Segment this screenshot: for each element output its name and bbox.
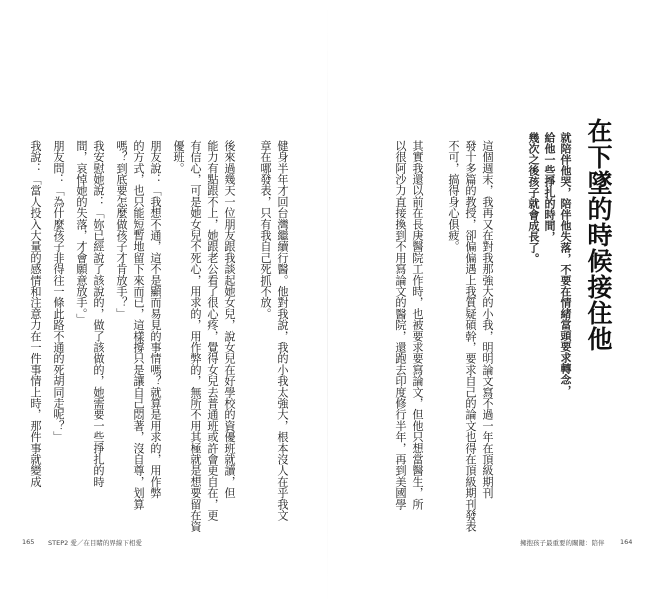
subtitle-line: 幾次之後孩子就會成長了。 bbox=[527, 132, 540, 264]
body-line: 間，哀悼她的失落，才會願意放手。」 bbox=[75, 140, 88, 325]
body-line: 嗎？到底要怎麼做孩子才肯放手？」 bbox=[115, 140, 128, 320]
right-page-number: 164 bbox=[620, 538, 633, 546]
body-line: 章在哪發表，只有我自己死抓不放。 bbox=[259, 140, 272, 320]
right-footer-text: 擁抱孩子最重要的關鍵：陪伴 bbox=[520, 539, 605, 547]
page-gutter bbox=[327, 0, 328, 609]
body-line: 這個週末，我再又在對我那強大的小我，明明論文寫不過一年在頂級期刊 bbox=[481, 140, 494, 499]
body-line: 後來過幾天一位朋友跟我談起她女兒，說女兒在好學校的資優班就讀，但 bbox=[223, 140, 236, 499]
body-line: 其實我還以前在長庚醫院工作時，也被要求要寫論文，但他只想當醫生，所 bbox=[411, 140, 424, 510]
body-line: 的方式，也只能短暫地留下來而已，這樣撐只是讓自己悶著，沒自尊，划算 bbox=[132, 140, 145, 510]
left-footer-text: STEP2 愛／在目睹的界線下相愛 bbox=[48, 539, 142, 547]
body-line: 朋友問：「為什麼孩子非得往一條此路不通的死胡同走呢？」 bbox=[52, 140, 65, 443]
body-line: 有信心，可是她女兒不死心，用求的，用作弊的，無所不用其極就是想要留在資 bbox=[189, 140, 202, 532]
subtitle-line: 就陪伴他哭，陪伴他失落，不要在情緒當頭要求轉念， bbox=[559, 132, 572, 396]
body-line: 健身半年才回台灣繼續行醫。他對我說，我的小我太強大，根本沒人在乎我文 bbox=[276, 140, 289, 521]
body-line: 我說：「當人投入大量的感情和注意力在一件事情上時，那件事就變成 bbox=[29, 140, 42, 488]
left-page-number: 165 bbox=[22, 538, 35, 546]
body-line: 以很阿沙力直接換到不用寫論文的醫院，還跑去印度修行半年，再到美國學 bbox=[394, 140, 407, 510]
subtitle-line: 給他一些掙扎的時間， bbox=[543, 132, 556, 242]
body-line: 朋友說：「我想不通，這不是顯而易見的事情嗎？就算是用求的，用作弊 bbox=[149, 140, 162, 499]
body-line: 我安慰她說：「妳已經說了該說的，做了該做的，她需要一些掙扎的時 bbox=[92, 140, 105, 488]
body-line: 優班。 bbox=[172, 140, 185, 174]
body-line: 能力有點跟不上，她跟老公看了很心疼，覺得女兒去普通班或許會更自在，更 bbox=[206, 140, 219, 521]
body-line: 不可，搞得身心俱疲。 bbox=[447, 140, 460, 252]
chapter-title: 在下墜的時候接住他 bbox=[584, 118, 613, 352]
body-line: 發十多篇的教授，卻偏偏遇上我質疑碩幹，要求自己的論文也得在頂級期刊發表 bbox=[464, 140, 477, 532]
